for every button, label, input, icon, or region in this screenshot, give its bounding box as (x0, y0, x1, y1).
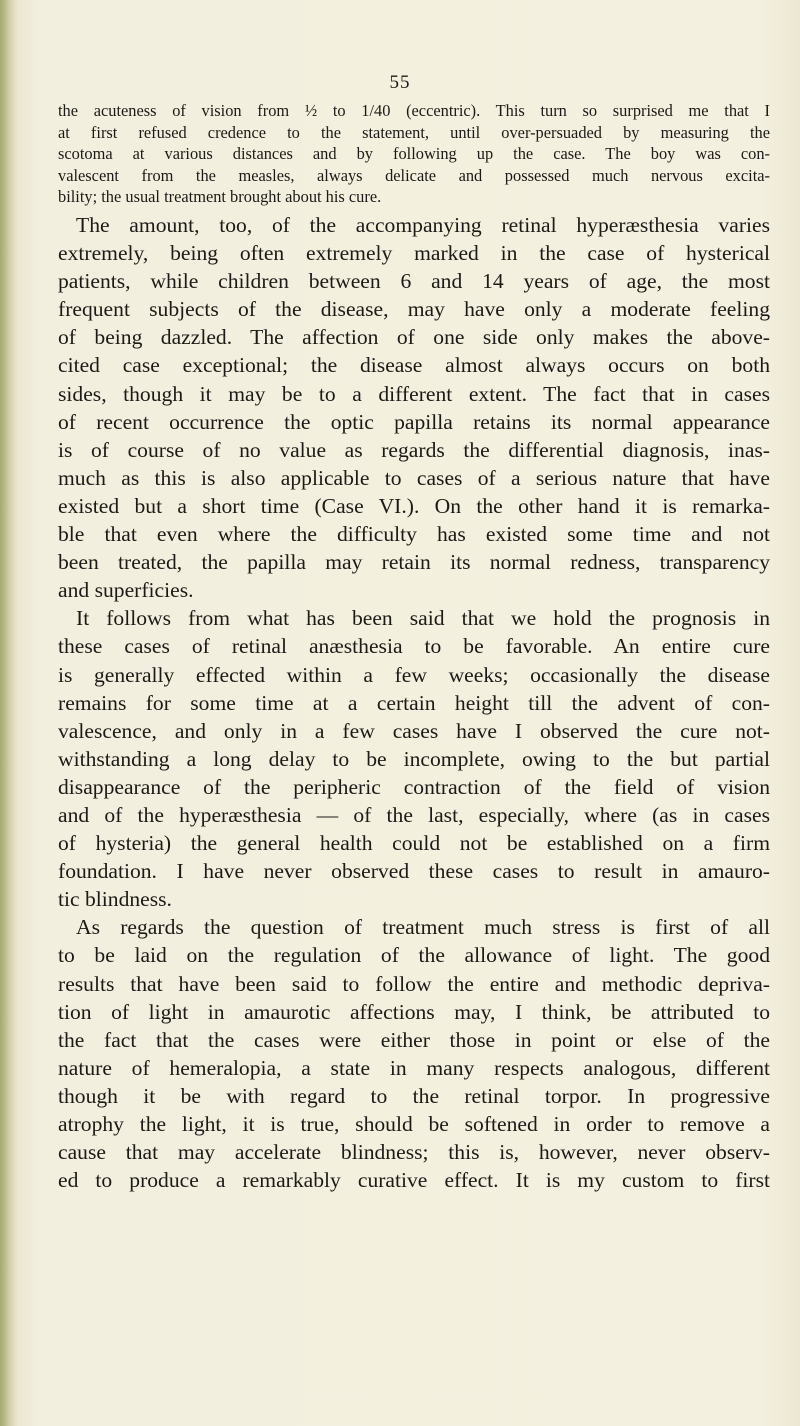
page-number: 55 (389, 72, 411, 93)
text-line: and superficies. (58, 578, 194, 603)
text-line: cited case exceptional; the disease almost always occurs on both (58, 353, 770, 378)
text-line: these cases of retinal anæsthesia to be favorable. An entire cure (58, 634, 770, 659)
text-line: ble that even where the difficulty has existed some time and not (58, 522, 770, 547)
text-line: withstanding a long delay to be incomplete, owing to the but partial (58, 746, 770, 771)
text-line: tion of light in amaurotic affections may, I think, be attributed to (58, 999, 770, 1024)
text-line: ed to produce a remarkably curative effect. It is my custom to first (58, 1168, 770, 1193)
text-line: valescent from the measles, always delicate and possessed much nervous excita- (58, 165, 770, 185)
text-line: extremely, being often extremely marked in the case of hysterical (58, 241, 770, 266)
text-line: tic blindness. (58, 887, 172, 912)
text-line: results that have been said to follow the entire and methodic depriva- (58, 971, 770, 996)
text-line: though it be with regard to the retinal torpor. In progressive (58, 1083, 770, 1108)
text-line: disappearance of the peripheric contraction of the field of vision (58, 774, 770, 799)
text-line: The amount, too, of the accompanying retinal hyperæsthesia varies (76, 213, 770, 237)
text-line: atrophy the light, it is true, should be softened in order to remove a (58, 1112, 770, 1136)
text-line: of recent occurrence the optic papilla retains its normal appearance (58, 409, 770, 434)
text-line: remains for some time at a certain height till the advent of con- (58, 690, 770, 715)
paragraph-treatment (58, 913, 770, 1194)
text-line: scotoma at various distances and by following up the case. The boy was con- (58, 144, 770, 164)
paragraph-retinal-hyperaesthesia (58, 211, 770, 604)
text-line: bility; the usual treatment brought about his cure. (58, 187, 382, 207)
text-line: the acuteness of vision from ½ to 1/40 (eccentric). This turn so surprised me that I (58, 101, 770, 120)
text-line: As regards the question of treatment much stress is first of all (76, 915, 770, 940)
text-line: foundation. I have never observed these cases to result in amauro- (58, 859, 770, 884)
text-line: of being dazzled. The affection of one side only makes the above- (58, 325, 770, 350)
text-line: the fact that the cases were either those in point or else of the (58, 1027, 770, 1052)
text-line: been treated, the papilla may retain its normal redness, transparency (58, 550, 770, 575)
text-line: nature of hemeralopia, a state in many respects analogous, different (58, 1055, 770, 1080)
text-line: and of the hyperæsthesia — of the last, especially, where (as in cases (58, 802, 770, 827)
paragraph-continuation (58, 100, 770, 208)
text-line: It follows from what has been said that we hold the prognosis in (76, 606, 770, 631)
binding-gutter-shadow (0, 0, 18, 1426)
text-line: cause that may accelerate blindness; this is, however, never observ- (58, 1140, 770, 1165)
text-line: patients, while children between 6 and 14 years of age, the most (58, 269, 770, 294)
paragraphs-main (58, 211, 770, 1194)
text-line: frequent subjects of the disease, may have only a moderate feeling (58, 297, 770, 322)
text-line: of hysteria) the general health could not be established on a firm (58, 831, 770, 856)
paragraph-prognosis (58, 604, 770, 913)
text-line: much as this is also applicable to cases of a serious nature that have (58, 465, 770, 490)
text-line: sides, though it may be to a different extent. The fact that in cases (58, 381, 770, 406)
text-line: is of course of no value as regards the differential diagnosis, inas- (58, 437, 770, 462)
text-line: existed but a short time (Case VI.). On the other hand it is remarka- (58, 493, 770, 518)
text-line: valescence, and only in a few cases have I observed the cure not- (58, 718, 770, 743)
paragraph-continuation (58, 100, 770, 208)
text-line: is generally effected within a few weeks; occasionally the disease (58, 662, 770, 687)
text-line: to be laid on the regulation of the allowance of light. The good (58, 943, 770, 968)
text-line: at first refused credence to the statement, until over-persuaded by measuring the (58, 122, 770, 142)
